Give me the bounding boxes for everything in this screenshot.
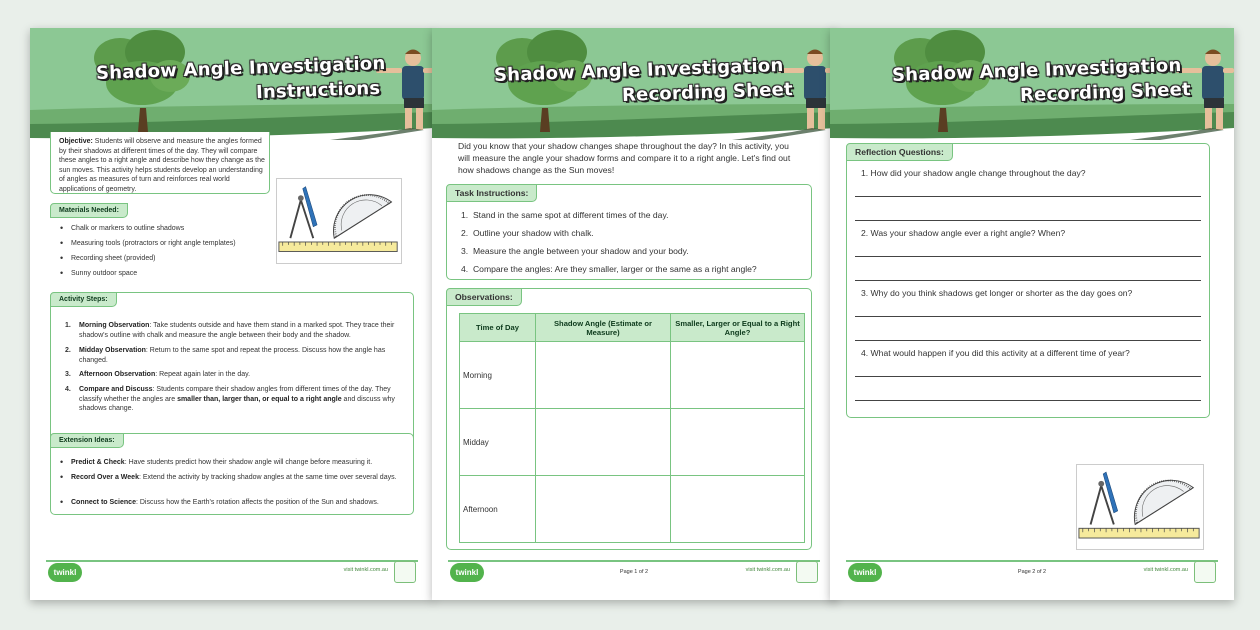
extension-box bbox=[50, 433, 414, 515]
list-item: • Measuring tools (protractors or right angle templates) bbox=[71, 239, 259, 249]
reflection-heading: Reflection Questions: bbox=[846, 143, 953, 161]
answer-cell[interactable] bbox=[536, 476, 671, 543]
visit-link[interactable]: visit twinkl.com.au bbox=[343, 567, 388, 573]
recording-sheet-page-1 bbox=[432, 28, 836, 600]
activity-steps-box bbox=[50, 292, 414, 452]
task-instructions-box bbox=[446, 184, 812, 280]
visit-link[interactable]: visit twinkl.com.au bbox=[745, 567, 790, 573]
quality-stamp-icon bbox=[796, 561, 818, 583]
task-item: 4. Compare the angles: Are they smaller, larger or the same as a right angle? bbox=[461, 264, 757, 274]
step-item: 1. Morning Observation: Take students outside and have them stand in a marked spot. They trace their shadow's outline with chalk and measure the angle between their body and the shadow. bbox=[65, 322, 395, 339]
materials-heading: Materials Needed: bbox=[50, 203, 128, 218]
page-number: Page 1 of 2 bbox=[619, 569, 649, 575]
compass-icon bbox=[290, 182, 326, 238]
table-row bbox=[460, 409, 805, 476]
question: 3. Why do you think shadows get longer or shorter as the day goes on? bbox=[861, 288, 1133, 298]
answer-line[interactable] bbox=[855, 376, 1201, 377]
answer-line[interactable] bbox=[855, 340, 1201, 341]
answer-line[interactable] bbox=[855, 316, 1201, 317]
answer-cell[interactable] bbox=[671, 476, 805, 543]
objective-box bbox=[50, 132, 270, 194]
step-item: 2. Midday Observation: Return to the same spot and repeat the process. Discuss how the angle has changed. bbox=[65, 347, 386, 364]
table-header: Smaller, Larger or Equal to a Right Angle? bbox=[671, 314, 805, 342]
question: 1. How did your shadow angle change throughout the day? bbox=[861, 168, 1086, 178]
task-instructions-heading: Task Instructions: bbox=[446, 184, 537, 202]
question: 4. What would happen if you did this activity at a different time of year? bbox=[861, 348, 1130, 358]
footer-divider bbox=[846, 560, 1218, 562]
page-subtitle: Recording Sheet bbox=[1019, 79, 1192, 106]
footer-divider bbox=[448, 560, 820, 562]
answer-line[interactable] bbox=[855, 256, 1201, 257]
page-subtitle: Instructions bbox=[255, 77, 381, 104]
materials-box bbox=[50, 203, 270, 285]
page-title: Shadow Angle Investigation bbox=[95, 52, 386, 85]
answer-cell[interactable] bbox=[671, 342, 805, 409]
protractor-icon bbox=[336, 180, 398, 230]
task-item: 1. Stand in the same spot at different times of the day. bbox=[461, 210, 669, 220]
question: 2. Was your shadow angle ever a right angle? When? bbox=[861, 228, 1066, 238]
answer-line[interactable] bbox=[855, 400, 1201, 401]
answer-cell[interactable] bbox=[536, 342, 671, 409]
table-row bbox=[460, 342, 805, 409]
page-title: Shadow Angle Investigation bbox=[891, 54, 1182, 87]
row-label: Morning bbox=[460, 342, 536, 409]
task-item: 2. Outline your shadow with chalk. bbox=[461, 228, 594, 238]
list-item: • Chalk or markers to outline shadows bbox=[71, 224, 259, 234]
list-item: • Record Over a Week: Extend the activity by tracking shadow angles at the same time over several days. bbox=[71, 473, 403, 483]
twinkl-logo-icon[interactable]: twinkl bbox=[48, 563, 82, 582]
answer-line[interactable] bbox=[855, 280, 1201, 281]
observations-box bbox=[446, 288, 812, 550]
row-label: Midday bbox=[460, 409, 536, 476]
list-item: • Sunny outdoor space bbox=[71, 269, 259, 279]
table-row bbox=[460, 476, 805, 543]
observations-heading: Observations: bbox=[446, 288, 522, 306]
row-label: Afternoon bbox=[460, 476, 536, 543]
reflection-box bbox=[846, 143, 1210, 418]
instructions-page bbox=[30, 28, 434, 600]
footer-divider bbox=[46, 560, 418, 562]
quality-stamp-icon bbox=[1194, 561, 1216, 583]
table-header: Shadow Angle (Estimate or Measure) bbox=[536, 314, 671, 342]
list-item: • Connect to Science: Discuss how the Earth's rotation affects the position of the Sun and shadows. bbox=[71, 498, 403, 508]
task-item: 3. Measure the angle between your shadow and your body. bbox=[461, 246, 689, 256]
quality-stamp-icon bbox=[394, 561, 416, 583]
recording-sheet-page-2 bbox=[830, 28, 1234, 600]
answer-cell[interactable] bbox=[671, 409, 805, 476]
visit-link[interactable]: visit twinkl.com.au bbox=[1143, 567, 1188, 573]
answer-line[interactable] bbox=[855, 220, 1201, 221]
extension-heading: Extension Ideas: bbox=[50, 433, 124, 448]
ruler-icon bbox=[278, 244, 400, 256]
geometry-tools-illustration bbox=[1076, 464, 1204, 550]
answer-line[interactable] bbox=[855, 196, 1201, 197]
step-item: 3. Afternoon Observation: Repeat again later in the day. bbox=[65, 371, 251, 378]
page-number: Page 2 of 2 bbox=[1017, 569, 1047, 575]
list-item: • Predict & Check: Have students predict how their shadow angle will change before measuring it. bbox=[71, 458, 403, 468]
objective-label: Objective: bbox=[59, 138, 93, 145]
twinkl-logo-icon[interactable]: twinkl bbox=[848, 563, 882, 582]
page-subtitle: Recording Sheet bbox=[621, 79, 794, 106]
table-header: Time of Day bbox=[460, 314, 536, 342]
twinkl-logo-icon[interactable]: twinkl bbox=[450, 563, 484, 582]
page-title: Shadow Angle Investigation bbox=[493, 54, 784, 87]
answer-cell[interactable] bbox=[536, 409, 671, 476]
objective-text: Students will observe and measure the angles formed by their shadows at different times of the day. They will compare these angles to a right angle and describe how they change as the sun moves. This activity helps students develop an understanding of angles as measures of turn and reinforces real world applications of geometry. bbox=[59, 138, 265, 193]
step-item: 4. Compare and Discuss: Students compare their shadow angles from different times of the day. They classify whether the angles are smaller than, larger than, or equal to a right angle and discuss why shadows change. bbox=[65, 386, 395, 412]
activity-steps-heading: Activity Steps: bbox=[50, 292, 117, 307]
observations-table bbox=[459, 313, 805, 543]
list-item: • Recording sheet (provided) bbox=[71, 254, 259, 264]
intro-text: Did you know that your shadow changes shape throughout the day? In this activity, you will measure the angle your shadow forms and compare it to a right angle. Let's find out how shadows change as the Sun moves! bbox=[458, 141, 791, 175]
